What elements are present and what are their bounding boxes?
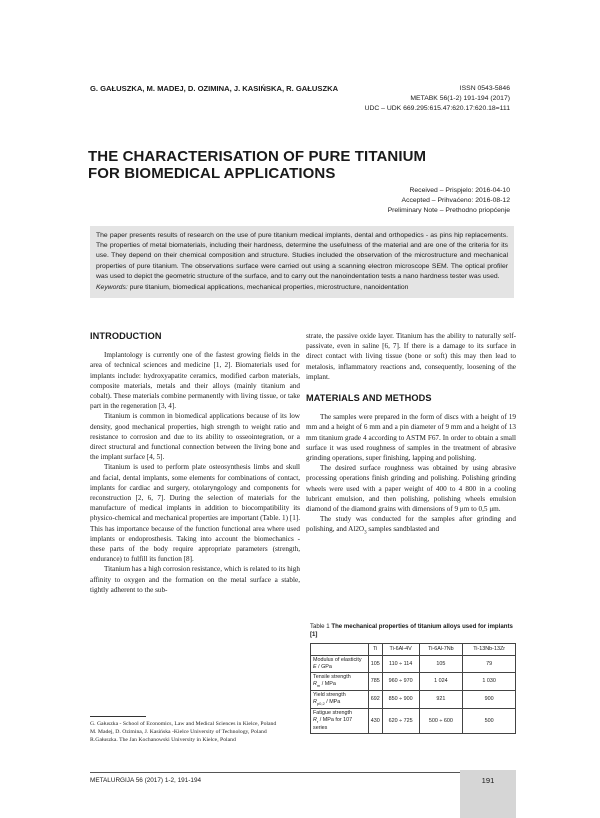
column-header: Ti-6Al-4V: [382, 644, 419, 656]
page-number: 191: [481, 776, 495, 785]
introduction-heading: INTRODUCTION: [90, 331, 162, 341]
row-label: Modulus of elasticity E / GPa: [311, 656, 369, 673]
intro-paragraph-4: Titanium has a high corrosion resistance, which is related to its high affinity to oxygen and the formation on the metal surface a stable, tightly adherent to the sub-: [90, 565, 300, 594]
row-label: Tensile strength $R_m$ / MPa: [311, 673, 369, 691]
methods-paragraph-2: The desired surface roughness was obtained by using abrasive processing operations finish grinding and polishing. Polishing grinding wheels were used with a paper weight of 400 to 4 800 in a cooling lubricant emulsion, and then polishing, polishing wheels emulsion diamond of the diamond grains with dimensions of 9 μm to 0,5 μm.: [306, 464, 516, 514]
methods-heading: MATERIALS AND METHODS: [306, 393, 432, 404]
abstract-box: [90, 226, 514, 298]
accepted-date: Accepted – Prihvaćeno: 2016-08-12: [401, 197, 510, 204]
table-cell: 900: [463, 691, 516, 709]
table-cell: 105: [368, 656, 382, 673]
metabk: METABK 56(1-2) 191-194 (2017): [410, 95, 510, 102]
row-label: Fatigue strength $R_r$ / MPa for 107 series: [311, 709, 369, 734]
table-cell: 500 ÷ 600: [419, 709, 463, 734]
table-cell: 105: [419, 656, 463, 673]
table-row: [311, 709, 516, 734]
table-corner-cell: [311, 644, 369, 656]
table-cell: 110 ÷ 114: [382, 656, 419, 673]
title-line-2: FOR BIOMEDICAL APPLICATIONS: [88, 165, 336, 182]
intro-paragraph-1: Implantology is currently one of the fastest growing fields in the area of technical sciences and medicine [1, 2]. Biomaterials used for implants include: hydroxyapatite ceramics, modified carbon materials, composite materials, metals and their alloys (mainly titanium and cobalt). These materials combine permanently with living tissue, or take part in the regeneration [3, 4].: [90, 351, 300, 411]
udc: UDC – UDK 669.295:615.47:620.17:620.18=111: [364, 105, 510, 112]
table-caption-text: The mechanical properties of titanium alloys used for implants [1]: [310, 623, 513, 639]
left-column: [90, 331, 300, 595]
paper-title: [88, 148, 518, 182]
table-caption-prefix: Table 1: [310, 623, 330, 630]
received-date: Received – Prispjelo: 2016-04-10: [409, 187, 510, 194]
column-header: Ti-13Nb-13Zr: [463, 644, 516, 656]
journal-citation: METALURGIJA 56 (2017) 1-2, 191-194: [90, 777, 202, 784]
table-row: [311, 673, 516, 691]
keywords-list: pure titanium, biomedical applications, mechanical properties, microstructure, nanoidentation: [129, 284, 409, 292]
mechanical-properties-table: [310, 643, 516, 734]
affiliation-3: R.Gałuszka. The Jan Kochanowski University in Kielce, Poland: [90, 737, 236, 744]
issn: ISSN 0543-5846: [459, 85, 510, 92]
title-line-1: THE CHARACTERISATION OF PURE TITANIUM: [88, 148, 427, 165]
table-cell: 430: [368, 709, 382, 734]
keywords: [96, 283, 508, 293]
table-cell: 960 ÷ 970: [382, 673, 419, 691]
abstract-text: The paper presents results of research on the use of pure titanium medical implants, dental and orthopedics - as pins hip replacements. The properties of metal biomaterials, including their hardness, determine the usefulness of the material and are one of the criteria for its use. They depend on their chemical composition and structure. Studies included the observation of the microstructure and mechanical properties of pure titanium. The observations surface were carried out using a scanning electron microscope SEM. The optical profiler was used to depict the geometric structure of the surface, and to carry out the nanoindentation tests a nano hardness tester was used.: [96, 232, 508, 280]
column-header: Ti: [368, 644, 382, 656]
table-header-row: [311, 644, 516, 656]
right-column: [306, 331, 516, 539]
author-affiliations: [90, 720, 300, 744]
table-caption: [310, 623, 516, 640]
row-label: Yield strength $R_{p0,2}$ / MPa: [311, 691, 369, 709]
table-cell: 500: [463, 709, 516, 734]
column-header: Ti-6Al-7Nb: [419, 644, 463, 656]
affiliation-1: G. Gałuszka - School of Economics, Law and Medical Sciences in Kielce, Poland: [90, 721, 277, 727]
intro-paragraph-2: Titanium is common in biomedical applications because of its low density, good mechanical properties, high strength to weight ratio and resistance to corrosion and due to its ability to osseointegration, or a direct structural and functional connection between the living bone and the implant surface [4, 5].: [90, 412, 300, 462]
table-cell: 785: [368, 673, 382, 691]
footnote-divider: [90, 716, 146, 717]
table-cell: 1 024: [419, 673, 463, 691]
methods-paragraph-3: The study was conducted for the samples after grinding and polishing, and $Al2O_3$ samples sandblasted and: [306, 515, 516, 536]
table-cell: 79: [463, 656, 516, 673]
table-row: [311, 656, 516, 673]
intro-paragraph-3: Titanium is used to perform plate osteosynthesis limbs and skull and facial, dental implants, some elements for combinations of contact, implants for cardiac and surgery, otolaryngology and components for reconstruction [2, 6, 7]. During the selection of materials for the manufacture of medical implants in addition to biocompatibility its physico-chemical and mechanical properties are important (Table. 1) [1]. This has importance because of the function functional area where used implants or endoprosthesis. Taking into account the biomechanics - these parts of the body require appropriate parameters (strength, endurance) to fulfill its function [8].: [90, 463, 300, 564]
table-cell: 620 ÷ 725: [382, 709, 419, 734]
affiliation-2: M. Madej, D. Ozimina, J. Kasińska -Kielce University of Technology, Poland: [90, 729, 267, 736]
authors: G. GAŁUSZKA, M. MADEJ, D. OZIMINA, J. KASIŃSKA, R. GAŁUSZKA: [90, 84, 339, 93]
intro-paragraph-4-continued: strate, the passive oxide layer. Titanium has the ability to naturally self-passivate, even in saline [6, 7]. If there is a damage to its surface in direct contact with living tissue (bone or soft) this may then lead to metalosis, inflammatory reactions and, consequently, loosening of the implant.: [306, 332, 516, 381]
methods-paragraph-1: The samples were prepared in the form of discs with a height of 19 mm and a height of 6 mm and a pin diameter of 9 mm and a height of 13 mm titanium grade 4 according to ASTM F67. In order to obtain a small surface it was used roughness of samples in the treatment of abrasive grinding operations, super finishing, lapping and polishing.: [306, 413, 516, 463]
footer-divider: [90, 772, 516, 773]
table-cell: 850 ÷ 900: [382, 691, 419, 709]
submission-dates: [290, 186, 510, 216]
table-cell: 692: [368, 691, 382, 709]
article-type: Preliminary Note – Prethodno priopćenje: [387, 207, 510, 214]
journal-identifiers: [290, 84, 510, 114]
keywords-label: Keywords:: [96, 284, 128, 292]
table-cell: 921: [419, 691, 463, 709]
table-row: [311, 691, 516, 709]
table-cell: 1 030: [463, 673, 516, 691]
